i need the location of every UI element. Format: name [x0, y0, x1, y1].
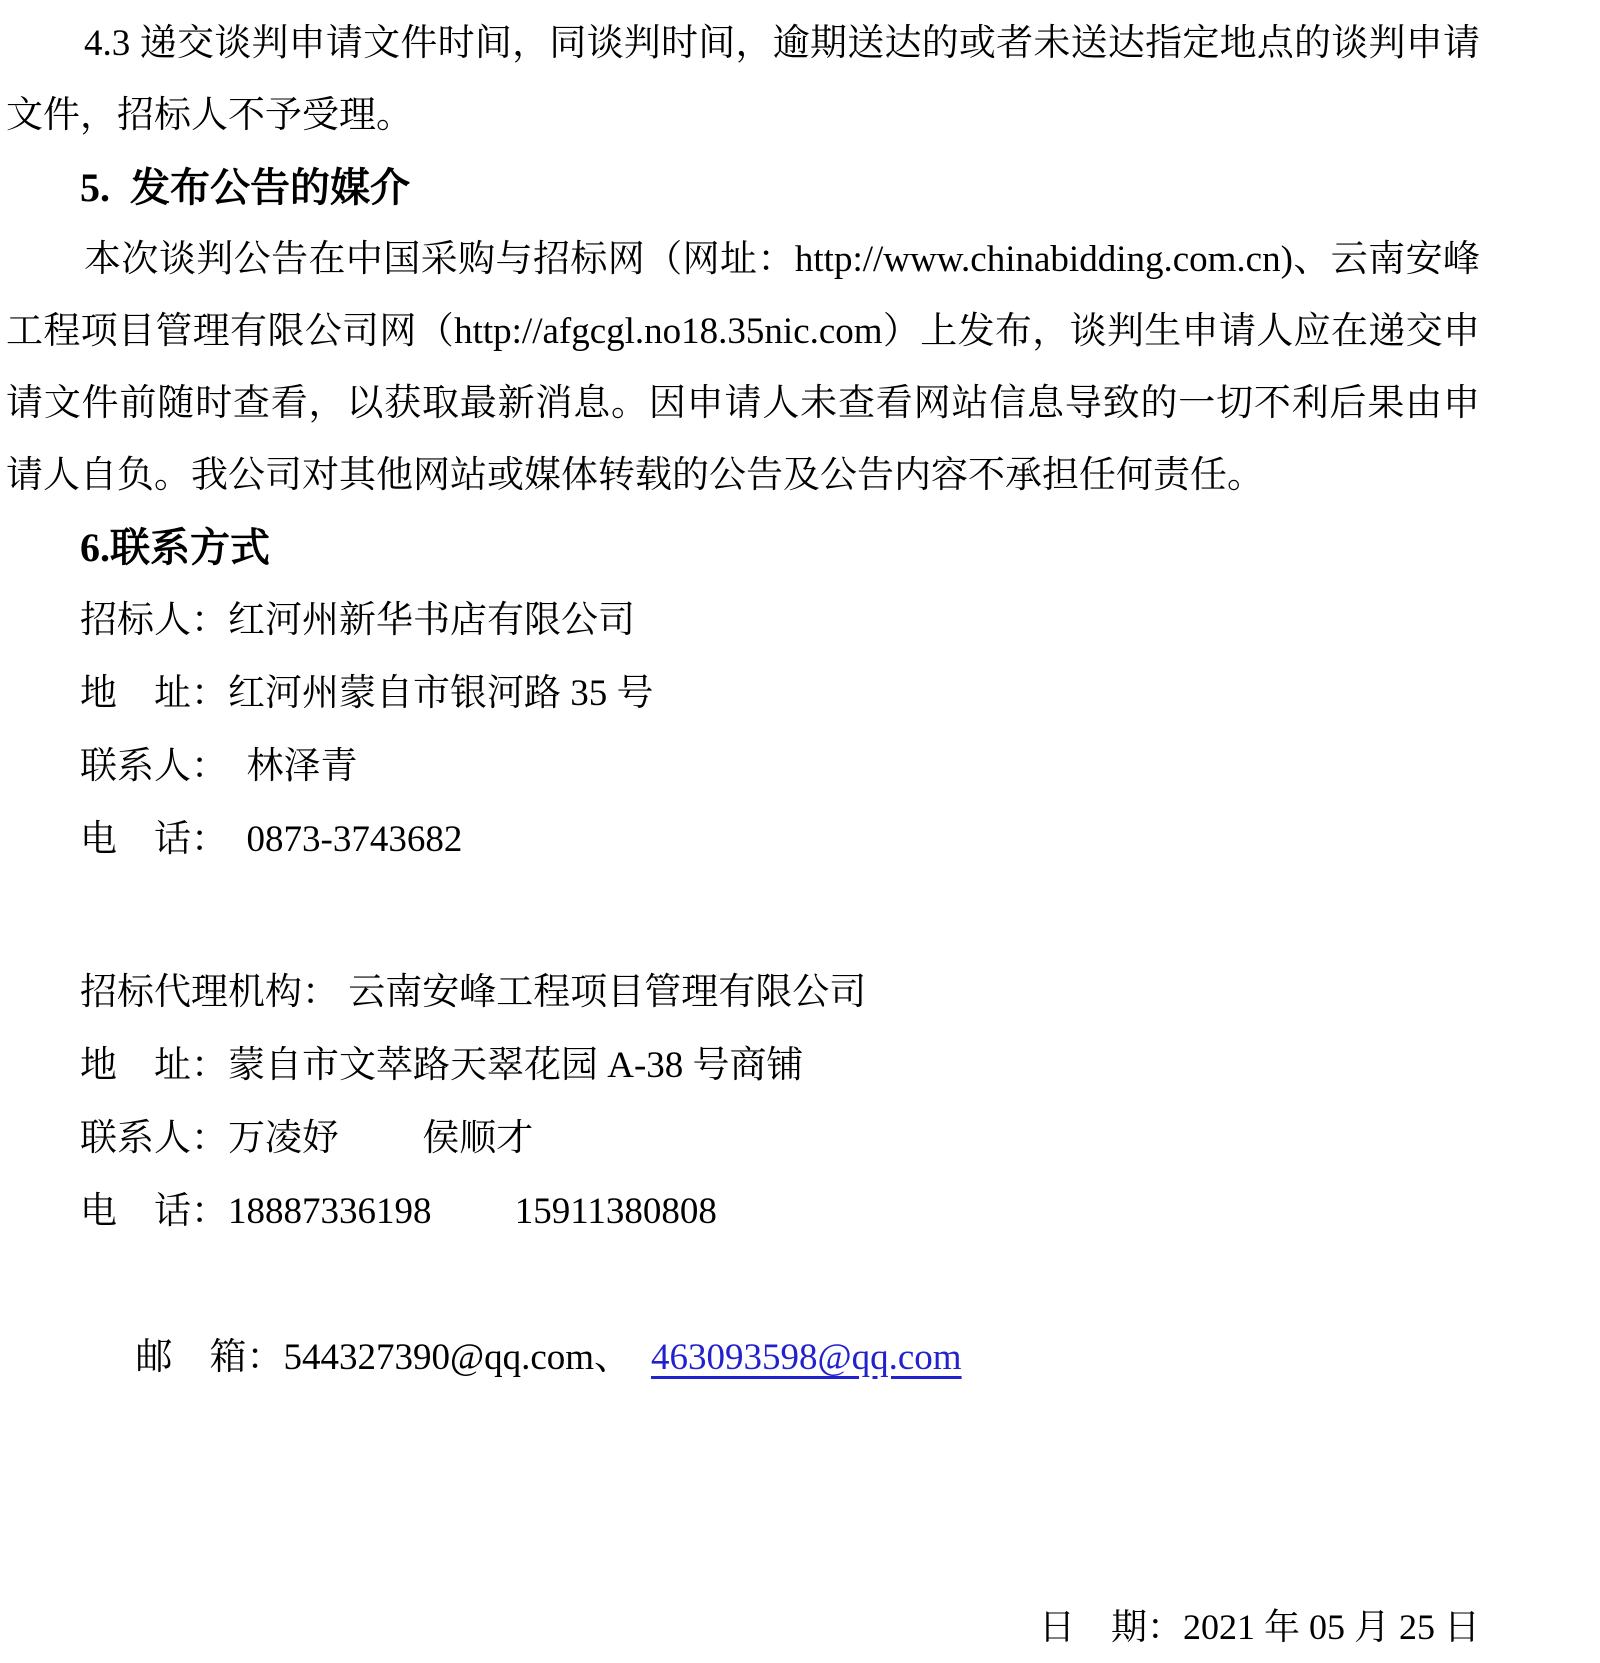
agency-contact-person-line: 联系人：万凌妤 侯顺才: [80, 1118, 534, 1159]
agency-name-line: 招标代理机构： 云南安峰工程项目管理有限公司: [80, 972, 867, 1013]
email-address-plain: 544327390@qq.com、: [283, 1337, 632, 1378]
email-address-link[interactable]: 463093598@qq.com: [651, 1337, 962, 1378]
tenderer-contact-block: [6, 584, 1480, 876]
announcement-media-paragraph: 本次谈判公告在中国采购与招标网（网址：http://www.chinabidding.com.cn)、云南安峰工程项目管理有限公司网（http://afgcgl.no18.35nic.com）上发布，谈判生申请人应在递交申请文件前随时查看，以获取最新消息。因申请人未查看网站信息导致的一切不利后果由申请人自负。我公司对其他网站或媒体转载的公告及公告内容不承担任何责任。: [6, 239, 1480, 496]
agency-contact-block: [6, 956, 1480, 1467]
agency-email-line: [6, 1248, 1480, 1467]
bottom-gap: [6, 1467, 1480, 1591]
email-label: 邮 箱：: [135, 1337, 284, 1378]
tenderer-contact-person-line: 联系人： 林泽青: [80, 746, 358, 787]
agency-phone-line: 电 话：18887336198 15911380808: [80, 1191, 717, 1232]
blank-line-gap: [6, 876, 1480, 956]
tenderer-address-line: 地 址：红河州蒙自市银河路 35 号: [80, 673, 654, 714]
heading-section-6-contact: 6.联系方式: [80, 525, 270, 570]
heading-section-5-media: 5. 发布公告的媒介: [80, 165, 410, 210]
date-line: 日 期：2021 年 05 月 25 日: [1038, 1607, 1480, 1647]
clause-4-3-paragraph: 4.3 递交谈判申请文件时间，同谈判时间，逾期送达的或者未送达指定地点的谈判申请文件，招标人不予受理。: [6, 23, 1480, 136]
agency-address-line: 地 址：蒙自市文萃路天翠花园 A-38 号商铺: [80, 1045, 804, 1086]
tenderer-phone-line: 电 话： 0873-3743682: [80, 819, 463, 860]
tenderer-name-line: 招标人：红河州新华书店有限公司: [80, 600, 635, 641]
